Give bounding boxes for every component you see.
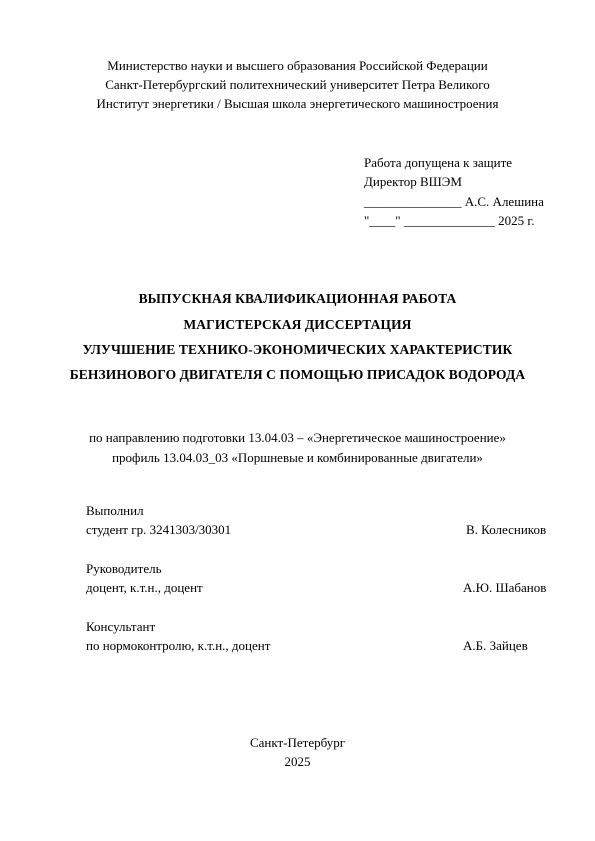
approval-admitted: Работа допущена к защите [364, 155, 513, 170]
dissertation-title: МАГИСТЕРСКАЯ ДИССЕРТАЦИЯ [183, 317, 412, 332]
author-name: В. Колесников [466, 522, 547, 537]
profile-line: профиль 13.04.03_03 «Поршневые и комбинированные двигатели» [112, 450, 483, 465]
author-position: студент гр. 3241303/30301 [86, 522, 232, 537]
institute-line: Институт энергетики / Высшая школа энергетического машиностроения [96, 96, 499, 111]
footer-year: 2025 [284, 754, 311, 769]
work-type-title: ВЫПУСКНАЯ КВАЛИФИКАЦИОННАЯ РАБОТА [138, 291, 457, 306]
direction-line: по направлению подготовки 13.04.03 – «Энергетическое машиностроение» [89, 430, 506, 445]
footer-city: Санкт-Петербург [249, 735, 346, 750]
consultant-name: А.Б. Зайцев [463, 638, 528, 653]
supervisor-name: А.Ю. Шабанов [463, 580, 547, 595]
university-line: Санкт-Петербургский политехнический университет Петра Великого [105, 77, 490, 92]
supervisor-position: доцент, к.т.н., доцент [86, 580, 203, 595]
topic-line-2: БЕНЗИНОВОГО ДВИГАТЕЛЯ С ПОМОЩЬЮ ПРИСАДОК ВОДОРОДА [69, 367, 526, 382]
approval-date-line: "____" ______________ 2025 г. [364, 213, 535, 228]
consultant-role: Консультант [86, 619, 156, 634]
topic-line-1: УЛУЧШЕНИЕ ТЕХНИКО-ЭКОНОМИЧЕСКИХ ХАРАКТЕРИСТИК [82, 342, 513, 357]
author-role: Выполнил [86, 503, 144, 518]
ministry-line: Министерство науки и высшего образования Российской Федерации [107, 58, 488, 73]
approval-director: Директор ВШЭМ [364, 174, 462, 189]
consultant-position: по нормоконтролю, к.т.н., доцент [86, 638, 271, 653]
supervisor-role: Руководитель [86, 561, 162, 576]
approval-signature-line: _______________ А.С. Алешина [364, 194, 544, 209]
